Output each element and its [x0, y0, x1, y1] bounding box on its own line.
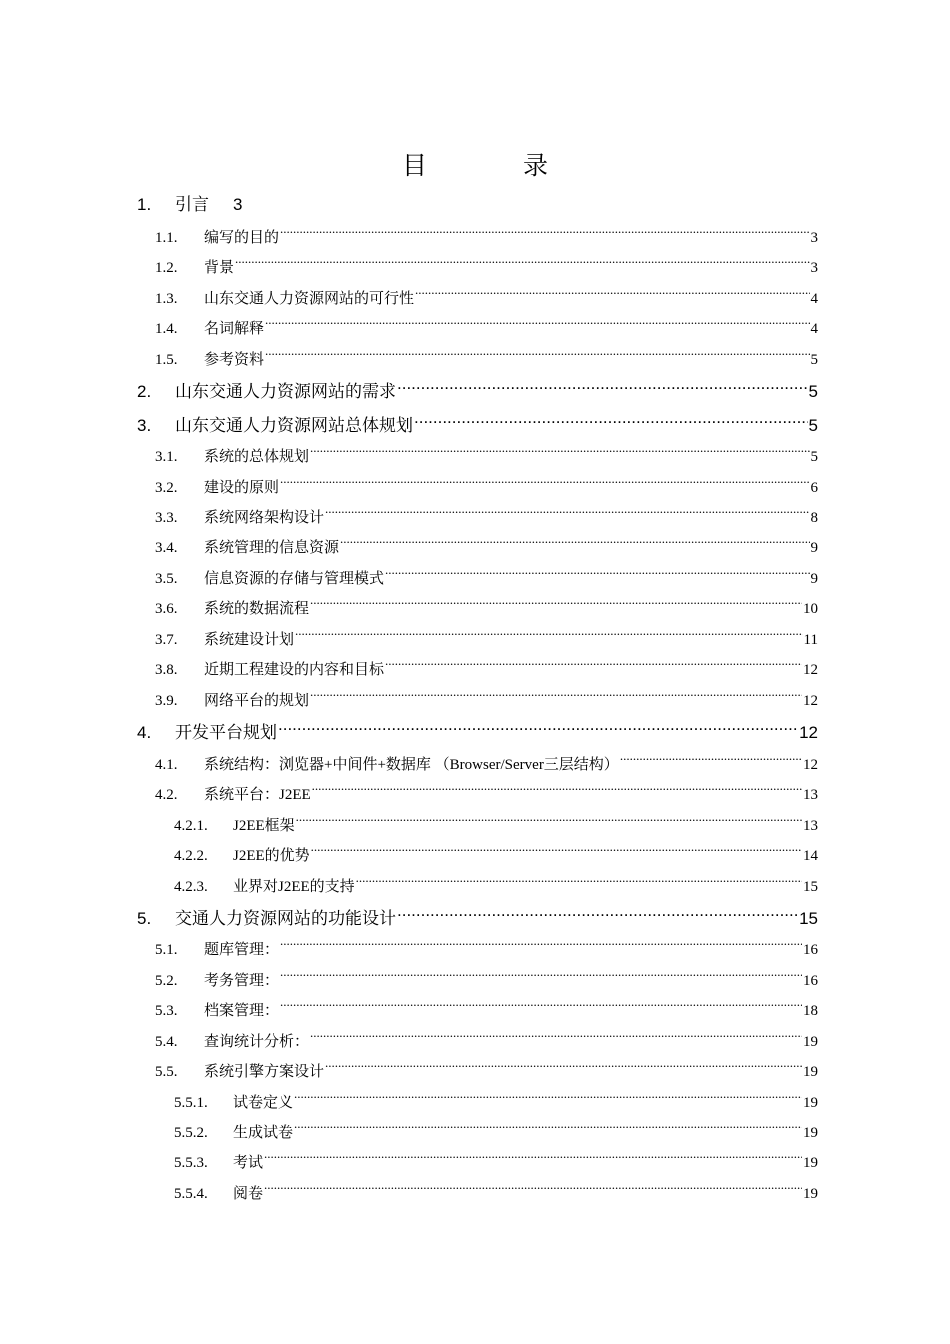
toc-entry-title: J2EE框架: [233, 818, 295, 834]
toc-entry-number: 4.1.: [155, 757, 178, 773]
toc-entry-title: 引言: [175, 195, 209, 214]
toc-entry-level-2[interactable]: [155, 1058, 818, 1080]
toc-entry-title: 山东交通人力资源网站的需求: [175, 382, 396, 401]
toc-entry-number: 3.4.: [155, 540, 178, 556]
toc-entry-page-number: 19: [803, 1125, 818, 1141]
toc-dot-leader: [414, 411, 808, 431]
toc-entry-page-number: 19: [803, 1155, 818, 1171]
toc-dot-leader: [296, 812, 802, 830]
toc-entry-number: 5.5.: [155, 1064, 178, 1080]
toc-entry-title: 参考资料: [204, 352, 265, 368]
toc-dot-leader: [340, 534, 809, 552]
toc-entry-level-2[interactable]: [155, 687, 818, 709]
toc-entry-number: 5.: [137, 909, 152, 928]
toc-dot-leader: [264, 1149, 802, 1167]
toc-entry-level-2[interactable]: [155, 997, 818, 1019]
toc-entry-level-2[interactable]: [155, 224, 818, 246]
toc-title: 目 录: [402, 151, 592, 180]
toc-entry-title: 系统平台：J2EE: [204, 787, 311, 803]
toc-entry-level-2[interactable]: [155, 1028, 818, 1050]
toc-entry-page-number: 5: [808, 382, 818, 401]
toc-entry-title: 背景: [204, 260, 235, 276]
toc-entry-level-2[interactable]: [155, 595, 818, 617]
toc-entry-page-number: 4: [810, 321, 818, 337]
toc-entry-title: 档案管理：: [204, 1003, 280, 1019]
toc-entry-number: 1.2.: [155, 260, 178, 276]
toc-entry-title: 系统的数据流程: [204, 601, 310, 617]
toc-entry-page-number: 9: [810, 540, 818, 556]
toc-entry-number: 4.2.: [155, 787, 178, 803]
toc-entry-level-3[interactable]: [174, 873, 818, 895]
toc-entry-number: 3.5.: [155, 571, 178, 587]
toc-entry-number: 4.2.1.: [174, 818, 208, 834]
toc-entry-page-number: 13: [803, 787, 818, 803]
toc-entry-number: 5.5.4.: [174, 1186, 208, 1202]
toc-entry-page-number: 8: [810, 510, 818, 526]
toc-entry-page-number: 5: [810, 449, 818, 465]
toc-dot-leader: [264, 1180, 802, 1198]
toc-dot-leader: [294, 1119, 802, 1137]
toc-entry-number: 1.4.: [155, 321, 178, 337]
toc-dot-leader: [280, 224, 809, 242]
toc-dot-leader: [312, 781, 802, 799]
toc-entry-page-number: 9: [810, 571, 818, 587]
toc-entry-title: 开发平台规划: [175, 723, 277, 742]
toc-entry-title: 交通人力资源网站的功能设计: [175, 909, 396, 928]
toc-entry-number: 3.9.: [155, 693, 178, 709]
toc-dot-leader: [385, 565, 809, 583]
toc-entry-title: 系统引擎方案设计: [204, 1064, 325, 1080]
toc-entry-page-number: 5: [810, 352, 818, 368]
toc-entry-number: 4.2.2.: [174, 848, 208, 864]
toc-entry-level-1[interactable]: [137, 718, 818, 742]
toc-entry-number: 5.5.3.: [174, 1155, 208, 1171]
toc-entry-level-2[interactable]: [155, 315, 818, 337]
toc-entry-page-number: 19: [803, 1034, 818, 1050]
toc-entry-level-3[interactable]: [174, 1180, 818, 1202]
toc-entry-page-number: 10: [803, 601, 818, 617]
toc-entry-page-number: 12: [803, 757, 818, 773]
toc-entry-page-number: 19: [803, 1095, 818, 1111]
toc-dot-leader: [311, 842, 802, 860]
toc-dot-leader: [280, 474, 809, 492]
toc-entry-title: 生成试卷: [233, 1125, 294, 1141]
toc-entry-number: 3.2.: [155, 480, 178, 496]
toc-entry-page-number: 4: [810, 291, 818, 307]
toc-entry-title: 业界对J2EE的支持: [233, 879, 355, 895]
toc-entry-title: 系统结构：浏览器+中间件+数据库 （Browser/Server三层结构）: [204, 757, 619, 773]
toc-entry-level-3[interactable]: [174, 812, 818, 834]
toc-entry-title: 近期工程建设的内容和目标: [204, 662, 385, 678]
toc-entry-title: 阅卷: [233, 1186, 264, 1202]
toc-entry-title: 题库管理：: [204, 942, 280, 958]
toc-entry-number: 4.: [137, 723, 152, 742]
toc-entry-level-1[interactable]: [137, 411, 818, 435]
toc-dot-leader: [310, 1028, 802, 1046]
toc-entry-number: 1.5.: [155, 352, 178, 368]
toc-entry-title: 网络平台的规划: [204, 693, 310, 709]
toc-entry-page-number: 6: [810, 480, 818, 496]
toc-dot-leader: [265, 346, 809, 364]
toc-entry-number: 5.5.2.: [174, 1125, 208, 1141]
toc-entry-number: 5.2.: [155, 973, 178, 989]
toc-entry-number: 5.1.: [155, 942, 178, 958]
toc-dot-leader: [310, 443, 809, 461]
toc-entry-level-2[interactable]: [155, 565, 818, 587]
toc-dot-leader: [415, 285, 809, 303]
toc-entry-level-3[interactable]: [174, 1149, 818, 1171]
toc-entry-page-number: 3: [233, 195, 243, 214]
toc-entry-level-2[interactable]: [155, 936, 818, 958]
toc-entry-title: 编写的目的: [204, 230, 280, 246]
toc-dot-leader: [310, 687, 802, 705]
toc-entry-number: 3.1.: [155, 449, 178, 465]
toc-entry-page-number: 12: [799, 723, 818, 742]
toc-entry-title: 山东交通人力资源网站总体规划: [175, 416, 413, 435]
toc-entry-level-2[interactable]: [155, 443, 818, 465]
toc-entry-title: 信息资源的存储与管理模式: [204, 571, 385, 587]
toc-dot-leader: [235, 254, 809, 272]
toc-entry-page-number: 18: [803, 1003, 818, 1019]
toc-dot-leader: [397, 377, 808, 397]
toc-entry-level-3[interactable]: [174, 1119, 818, 1141]
toc-entry-title: 建设的原则: [204, 480, 280, 496]
toc-entry-level-2[interactable]: [155, 781, 818, 803]
toc-entry-level-1[interactable]: [137, 904, 818, 928]
toc-dot-leader: [385, 656, 802, 674]
toc-entry-level-2[interactable]: [155, 254, 818, 276]
toc-entry-title: 查询统计分析：: [204, 1034, 310, 1050]
toc-entry-title: J2EE的优势: [233, 848, 310, 864]
toc-entry-level-2[interactable]: [155, 285, 818, 307]
toc-dot-leader: [397, 904, 798, 924]
toc-dot-leader: [310, 595, 802, 613]
toc-entry-page-number: 3: [810, 230, 818, 246]
toc-dot-leader: [295, 626, 803, 644]
toc-dot-leader: [280, 997, 802, 1015]
toc-entry-number: 3.8.: [155, 662, 178, 678]
toc-entry-level-2[interactable]: [155, 534, 818, 556]
toc-dot-leader: [325, 504, 809, 522]
toc-entry-page-number: 3: [810, 260, 818, 276]
toc-entry-level-2[interactable]: [155, 474, 818, 496]
toc-entry-number: 3.3.: [155, 510, 178, 526]
toc-entry-number: 5.3.: [155, 1003, 178, 1019]
toc-entry-number: 1.: [137, 195, 152, 214]
toc-entry-number: 4.2.3.: [174, 879, 208, 895]
toc-entry-level-2[interactable]: [155, 504, 818, 526]
toc-dot-leader: [280, 967, 802, 985]
toc-entry-level-2[interactable]: [155, 626, 818, 648]
toc-entry-title: 考务管理：: [204, 973, 280, 989]
toc-entry-page-number: 19: [803, 1064, 818, 1080]
toc-entry-level-2[interactable]: [155, 967, 818, 989]
toc-entry-number: 3.: [137, 416, 152, 435]
toc-entry-number: 1.1.: [155, 230, 178, 246]
toc-entry-level-2[interactable]: [155, 751, 818, 773]
toc-entry-number: 5.5.1.: [174, 1095, 208, 1111]
toc-entry-number: 3.7.: [155, 632, 178, 648]
toc-entry-level-1[interactable]: [137, 377, 818, 401]
toc-dot-leader: [294, 1089, 802, 1107]
toc-entry-title: 试卷定义: [233, 1095, 294, 1111]
toc-dot-leader: [265, 315, 809, 333]
toc-entry-page-number: 12: [803, 662, 818, 678]
toc-entry-level-1[interactable]: [137, 190, 818, 214]
toc-dot-leader: [280, 936, 802, 954]
toc-entry-level-3[interactable]: [174, 842, 818, 864]
toc-entry-title: 名词解释: [204, 321, 265, 337]
toc-entry-title: 系统网络架构设计: [204, 510, 325, 526]
toc-entry-level-2[interactable]: [155, 346, 818, 368]
toc-entry-number: 2.: [137, 382, 152, 401]
toc-entry-page-number: 11: [803, 632, 818, 648]
toc-entry-number: 3.6.: [155, 601, 178, 617]
toc-entry-level-3[interactable]: [174, 1089, 818, 1111]
toc-entry-page-number: 14: [803, 848, 818, 864]
toc-entry-page-number: 15: [799, 909, 818, 928]
toc-entry-page-number: 15: [803, 879, 818, 895]
toc-entry-page-number: 5: [808, 416, 818, 435]
toc-entry-page-number: 16: [803, 942, 818, 958]
toc-entry-page-number: 19: [803, 1186, 818, 1202]
toc-entry-number: 5.4.: [155, 1034, 178, 1050]
toc-entry-title: 系统管理的信息资源: [204, 540, 340, 556]
toc-dot-leader: [356, 873, 802, 891]
toc-entry-page-number: 16: [803, 973, 818, 989]
toc-dot-leader: [325, 1058, 802, 1076]
toc-entry-page-number: 13: [803, 818, 818, 834]
toc-entry-number: 1.3.: [155, 291, 178, 307]
toc-entry-title: 系统的总体规划: [204, 449, 310, 465]
toc-entry-level-2[interactable]: [155, 656, 818, 678]
toc-entry-page-number: 12: [803, 693, 818, 709]
toc-dot-leader: [620, 751, 802, 769]
toc-entry-title: 系统建设计划: [204, 632, 295, 648]
toc-entry-title: 考试: [233, 1155, 264, 1171]
toc-entry-title: 山东交通人力资源网站的可行性: [204, 291, 415, 307]
toc-dot-leader: [278, 718, 798, 738]
